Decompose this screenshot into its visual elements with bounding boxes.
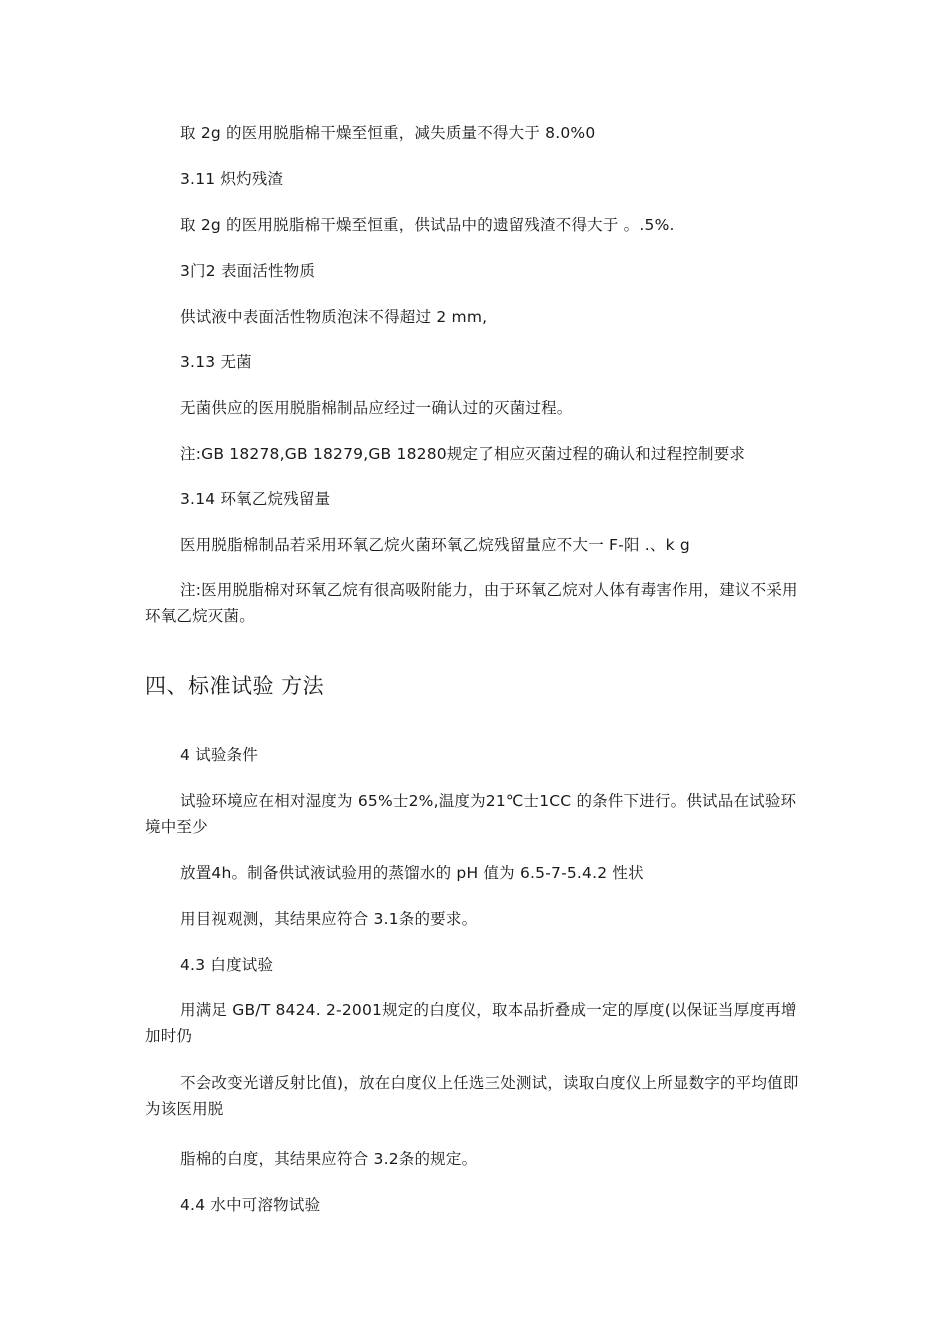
paragraph-residue: 取 2g 的医用脱脂棉干燥至恒重，供试品中的遗留残渣不得大于 。.5%. [180, 216, 675, 234]
paragraph-visual: 用目视观测，其结果应符合 3.1条的要求。 [180, 910, 478, 928]
paragraph-surfactant: 供试液中表面活性物质泡沫不得超过 2 mm, [180, 308, 488, 326]
heading-3-12: 3门2 表面活性物质 [180, 262, 316, 280]
heading-4-4: 4.4 水中可溶物试验 [180, 1196, 321, 1214]
paragraph-whiteness-1: 用满足 GB/T 8424. 2-2001规定的白度仪，取本品折叠成一定的厚度(以保证当厚度再增加时仍 [145, 1001, 797, 1045]
note-eo-absorption: 注:医用脱脂棉对环氧乙烷有很高吸附能力，由于环氧乙烷对人体有毒害作用，建议不采用环氧乙烷灭菌。 [145, 581, 798, 625]
heading-3-11: 3.11 炽灼残渣 [180, 170, 284, 188]
heading-4-3: 4.3 白度试验 [180, 956, 274, 974]
heading-3-14: 3.14 环氧乙烷残留量 [180, 490, 331, 508]
section-heading-4: 四、标准试验 方法 [145, 674, 325, 698]
heading-3-13: 3.13 无菌 [180, 353, 252, 371]
paragraph-placement: 放置4h。制备供试液试验用的蒸馏水的 pH 值为 6.5-7-5.4.2 性状 [180, 864, 644, 882]
paragraph-eo-residue: 医用脱脂棉制品若采用环氧乙烷火菌环氧乙烷残留量应不大一 F-阳 .、k g [180, 536, 690, 554]
note-sterilization-standards: 注:GB 18278,GB 18279,GB 18280规定了相应灭菌过程的确认和过程控制要求 [180, 445, 746, 463]
paragraph-environment: 试验环境应在相对湿度为 65%士2%,温度为21℃士1CC 的条件下进行。供试品在试验环境中至少 [145, 792, 797, 836]
heading-4-test-conditions: 4 试验条件 [180, 746, 258, 764]
paragraph-drying-loss: 取 2g 的医用脱脂棉干燥至恒重，减失质量不得大于 8.0%0 [180, 124, 596, 142]
paragraph-whiteness-2: 不会改变光谱反射比值)，放在白度仪上任选三处测试，读取白度仪上所显数字的平均值即为该医用脱 [145, 1074, 799, 1118]
paragraph-whiteness-3: 脂棉的白度，其结果应符合 3.2条的规定。 [180, 1150, 478, 1168]
paragraph-sterile: 无菌供应的医用脱脂棉制品应经过一确认过的灭菌过程。 [180, 399, 573, 417]
